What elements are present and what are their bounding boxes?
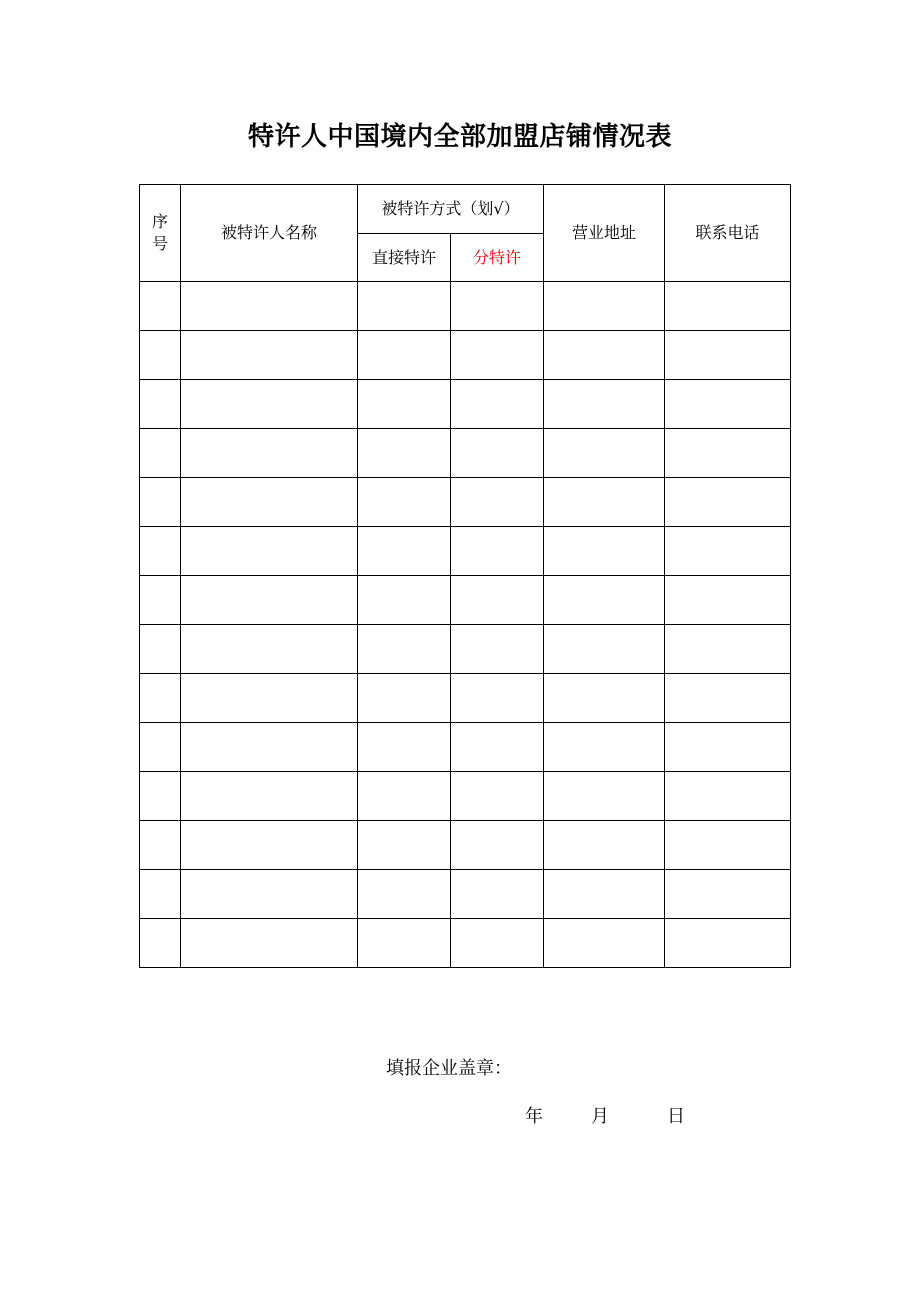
cell-business-address[interactable] xyxy=(544,919,665,968)
header-franchisee-name: 被特许人名称 xyxy=(181,185,358,282)
cell-seq[interactable] xyxy=(140,429,181,478)
cell-business-address[interactable] xyxy=(544,625,665,674)
date-year-label: 年 xyxy=(525,1106,543,1127)
date-month-label: 月 xyxy=(591,1106,609,1127)
cell-contact-phone[interactable] xyxy=(665,380,791,429)
cell-business-address[interactable] xyxy=(544,723,665,772)
cell-contact-phone[interactable] xyxy=(665,870,791,919)
cell-sub-franchise[interactable] xyxy=(451,625,544,674)
header-franchise-method: 被特许方式（划√） xyxy=(358,185,544,234)
cell-seq[interactable] xyxy=(140,674,181,723)
cell-seq[interactable] xyxy=(140,478,181,527)
table-row xyxy=(140,674,791,723)
cell-contact-phone[interactable] xyxy=(665,821,791,870)
cell-contact-phone[interactable] xyxy=(665,478,791,527)
cell-business-address[interactable] xyxy=(544,821,665,870)
company-stamp-label: 填报企业盖章： xyxy=(386,1058,512,1079)
table-row xyxy=(140,331,791,380)
cell-seq[interactable] xyxy=(140,380,181,429)
cell-contact-phone[interactable] xyxy=(665,772,791,821)
cell-business-address[interactable] xyxy=(544,527,665,576)
cell-direct-franchise[interactable] xyxy=(358,282,451,331)
cell-contact-phone[interactable] xyxy=(665,625,791,674)
cell-sub-franchise[interactable] xyxy=(451,723,544,772)
cell-business-address[interactable] xyxy=(544,380,665,429)
header-seq xyxy=(140,185,181,282)
cell-contact-phone[interactable] xyxy=(665,429,791,478)
cell-direct-franchise[interactable] xyxy=(358,576,451,625)
cell-seq[interactable] xyxy=(140,527,181,576)
cell-franchisee-name[interactable] xyxy=(181,772,358,821)
cell-direct-franchise[interactable] xyxy=(358,478,451,527)
table-row xyxy=(140,282,791,331)
cell-seq[interactable] xyxy=(140,282,181,331)
cell-business-address[interactable] xyxy=(544,478,665,527)
cell-franchisee-name[interactable] xyxy=(181,919,358,968)
cell-contact-phone[interactable] xyxy=(665,331,791,380)
header-business-address: 营业地址 xyxy=(544,185,665,282)
cell-sub-franchise[interactable] xyxy=(451,527,544,576)
cell-sub-franchise[interactable] xyxy=(451,674,544,723)
page-title: 特许人中国境内全部加盟店铺情况表 xyxy=(247,122,672,152)
date-day-label: 日 xyxy=(667,1106,685,1127)
cell-franchisee-name[interactable] xyxy=(181,478,358,527)
cell-business-address[interactable] xyxy=(544,576,665,625)
cell-franchisee-name[interactable] xyxy=(181,723,358,772)
cell-business-address[interactable] xyxy=(544,331,665,380)
table-row xyxy=(140,772,791,821)
cell-business-address[interactable] xyxy=(544,870,665,919)
cell-franchisee-name[interactable] xyxy=(181,576,358,625)
cell-contact-phone[interactable] xyxy=(665,919,791,968)
table-row xyxy=(140,576,791,625)
table-row xyxy=(140,723,791,772)
table-row xyxy=(140,625,791,674)
cell-direct-franchise[interactable] xyxy=(358,625,451,674)
cell-direct-franchise[interactable] xyxy=(358,821,451,870)
cell-contact-phone[interactable] xyxy=(665,674,791,723)
cell-direct-franchise[interactable] xyxy=(358,380,451,429)
cell-contact-phone[interactable] xyxy=(665,282,791,331)
table-row xyxy=(140,919,791,968)
cell-direct-franchise[interactable] xyxy=(358,429,451,478)
cell-franchisee-name[interactable] xyxy=(181,527,358,576)
cell-franchisee-name[interactable] xyxy=(181,625,358,674)
table-row xyxy=(140,821,791,870)
cell-seq[interactable] xyxy=(140,919,181,968)
cell-sub-franchise[interactable] xyxy=(451,380,544,429)
cell-direct-franchise[interactable] xyxy=(358,331,451,380)
cell-direct-franchise[interactable] xyxy=(358,527,451,576)
header-seq-line1: 序 xyxy=(151,212,168,232)
cell-franchisee-name[interactable] xyxy=(181,282,358,331)
cell-seq[interactable] xyxy=(140,723,181,772)
cell-seq[interactable] xyxy=(140,331,181,380)
table-header-row xyxy=(140,185,791,234)
franchise-store-table xyxy=(139,184,791,968)
cell-business-address[interactable] xyxy=(544,429,665,478)
cell-franchisee-name[interactable] xyxy=(181,380,358,429)
cell-franchisee-name[interactable] xyxy=(181,870,358,919)
cell-direct-franchise[interactable] xyxy=(358,870,451,919)
cell-contact-phone[interactable] xyxy=(665,527,791,576)
cell-seq[interactable] xyxy=(140,625,181,674)
table-row xyxy=(140,478,791,527)
cell-franchisee-name[interactable] xyxy=(181,331,358,380)
cell-sub-franchise[interactable] xyxy=(451,576,544,625)
cell-sub-franchise[interactable] xyxy=(451,772,544,821)
cell-seq[interactable] xyxy=(140,821,181,870)
header-sub-franchise: 分特许 xyxy=(451,234,544,282)
cell-sub-franchise[interactable] xyxy=(451,331,544,380)
header-direct-franchise: 直接特许 xyxy=(358,234,451,282)
cell-franchisee-name[interactable] xyxy=(181,429,358,478)
cell-sub-franchise[interactable] xyxy=(451,919,544,968)
cell-seq[interactable] xyxy=(140,772,181,821)
cell-seq[interactable] xyxy=(140,870,181,919)
cell-contact-phone[interactable] xyxy=(665,576,791,625)
cell-sub-franchise[interactable] xyxy=(451,429,544,478)
table-row xyxy=(140,380,791,429)
table-row xyxy=(140,870,791,919)
table-row xyxy=(140,527,791,576)
cell-business-address[interactable] xyxy=(544,772,665,821)
cell-sub-franchise[interactable] xyxy=(451,478,544,527)
cell-direct-franchise[interactable] xyxy=(358,919,451,968)
cell-seq[interactable] xyxy=(140,576,181,625)
cell-sub-franchise[interactable] xyxy=(451,821,544,870)
cell-direct-franchise[interactable] xyxy=(358,723,451,772)
header-seq-line2: 号 xyxy=(151,234,168,253)
cell-franchisee-name[interactable] xyxy=(181,821,358,870)
header-contact-phone: 联系电话 xyxy=(665,185,791,282)
cell-sub-franchise[interactable] xyxy=(451,870,544,919)
cell-sub-franchise[interactable] xyxy=(451,282,544,331)
cell-business-address[interactable] xyxy=(544,674,665,723)
cell-direct-franchise[interactable] xyxy=(358,772,451,821)
cell-franchisee-name[interactable] xyxy=(181,674,358,723)
cell-business-address[interactable] xyxy=(544,282,665,331)
cell-direct-franchise[interactable] xyxy=(358,674,451,723)
table-row xyxy=(140,429,791,478)
cell-contact-phone[interactable] xyxy=(665,723,791,772)
